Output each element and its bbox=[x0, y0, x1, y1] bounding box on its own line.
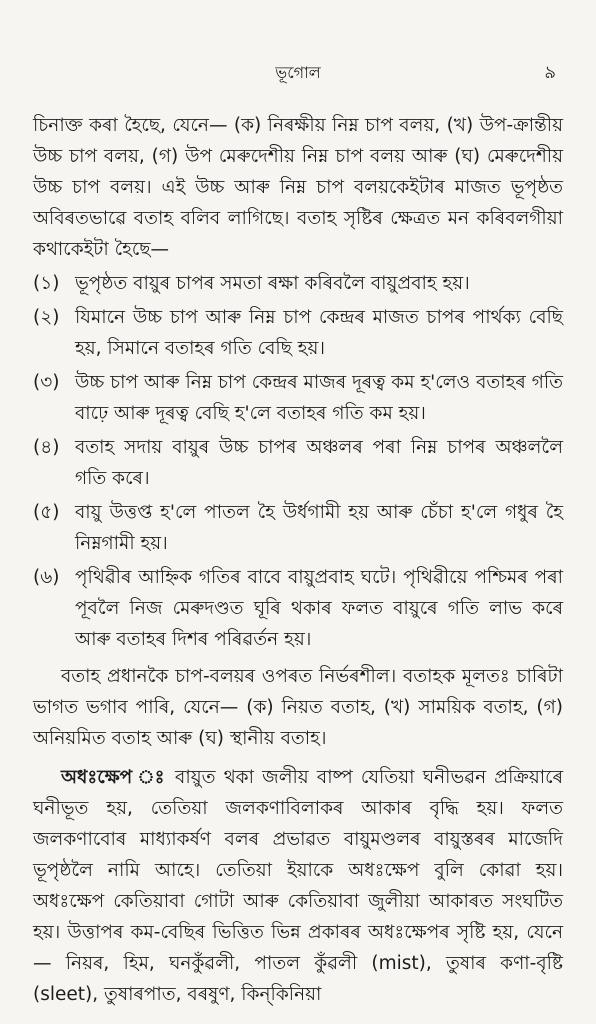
list-item-text: বতাহ সদায় বায়ুৰ উচ্চ চাপৰ অঞ্চলৰ পৰা নিম্ন চাপৰ অঞ্চললৈ গতি কৰে। bbox=[75, 437, 563, 489]
page-number: ৯ bbox=[544, 62, 556, 83]
list-item-number: (৪) bbox=[33, 437, 60, 458]
list-item bbox=[33, 367, 563, 429]
list-item bbox=[33, 432, 563, 494]
list-item bbox=[33, 268, 563, 299]
list-item-number: (৫) bbox=[33, 502, 60, 523]
list-item-text: ভূপৃষ্ঠত বায়ুৰ চাপৰ সমতা ৰক্ষা কৰিবলৈ বায়ুপ্ৰবাহ হয়। bbox=[75, 273, 470, 294]
page-body bbox=[33, 110, 563, 1010]
list-item-number: (৬) bbox=[33, 567, 60, 588]
list-item bbox=[33, 302, 563, 364]
list-item bbox=[33, 562, 563, 655]
list-item-number: (১) bbox=[33, 273, 60, 294]
page-header bbox=[0, 58, 596, 86]
list-item-text: বায়ু উত্তপ্ত হ'লে পাতল হৈ উৰ্ধগামী হয় আৰু চেঁচা হ'লে গধুৰ হৈ নিম্নগামী হয়। bbox=[75, 502, 563, 554]
list-item-text: পৃথিৱীৰ আহ্নিক গতিৰ বাবে বায়ুপ্ৰবাহ ঘটে। পৃথিৱীয়ে পশ্চিমৰ পৰা পূবলৈ নিজ মেৰুদণ্ডত ঘূৰি থকাৰ ফলত বায়ুৰে গতি লাভ কৰে আৰু বতাহৰ দিশৰ পৰিৱৰ্তন হয়। bbox=[75, 567, 563, 650]
paragraph-intro: চিনাক্ত কৰা হৈছে, যেনে— (ক) নিৰক্ষীয় নিম্ন চাপ বলয়, (খ) উপ-ক্ৰান্তীয় উচ্চ চাপ বলয়, (গ) উপ মেৰুদেশীয় নিম্ন চাপ বলয় আৰু (ঘ) মেৰুদেশীয় উচ্চ চাপ বলয়। এই উচ্চ আৰু নিম্ন চাপ বলয়কেইটাৰ মাজত ভূপৃষ্ঠত অবিৰতভাৱে বতাহ বলিব লাগিছে। বতাহ সৃষ্টিৰ ক্ষেত্ৰত মন কৰিবলগীয়া কথাকেইটা হৈছে— bbox=[33, 115, 563, 260]
paragraph-wind-types: বতাহ প্ৰধানকৈ চাপ-বলয়ৰ ওপৰত নিৰ্ভৰশীল। বতাহক মূলতঃ চাৰিটা ভাগত ভগাব পাৰি, যেনে— (ক) নিয়ত বতাহ, (খ) সাময়িক বতাহ, (গ) অনিয়মিত বতাহ আৰু (ঘ) স্থানীয় বতাহ। bbox=[33, 666, 563, 749]
list-item-number: (২) bbox=[33, 307, 60, 328]
running-title: ভূগোল bbox=[275, 63, 321, 82]
wind-factors-list bbox=[33, 268, 563, 655]
section-heading: অধঃক্ষেপ ঃ bbox=[61, 767, 167, 788]
paragraph-text: বায়ুত থকা জলীয় বাষ্প যেতিয়া ঘনীভৱন প্ৰক্ৰিয়াৰে ঘনীভূত হয়, তেতিয়া জলকণাবিলাকৰ আকাৰ বৃদ্ধি হয়। ফলত জলকণাবোৰ মাধ্যাকৰ্ষণ বলৰ প্ৰভাৱত বায়ুমণ্ডলৰ বায়ুস্তৰৰ মাজেদি ভূপৃষ্ঠলৈ নামি আহে। তেতিয়া ইয়াকে অধঃক্ষেপ বুলি কোৱা হয়। অধঃক্ষেপ কেতিয়াবা গোটা আৰু কেতিয়াবা জুলীয়া আকাৰত সংঘটিত হয়। উত্তাপৰ কম-বেছিৰ ভিত্তিত ভিন্ন প্ৰকাৰৰ অধঃক্ষেপৰ সৃষ্টি হয়, যেনে— নিয়ৰ, হিম, ঘনকুঁৱলী, পাতল কুঁৱলী (mist), তুষাৰ কণা-বৃষ্টি (sleet), তুষাৰপাত, বৰষুণ, কিন্‌কিনিয়া bbox=[33, 767, 563, 1005]
paragraph-precipitation bbox=[33, 762, 563, 1010]
list-item-text: উচ্চ চাপ আৰু নিম্ন চাপ কেন্দ্ৰৰ মাজৰ দূৰত্ব কম হ'লেও বতাহৰ গতি বাঢ়ে আৰু দূৰত্ব বেছি হ'লে বতাহৰ গতি কম হয়। bbox=[75, 372, 563, 424]
list-item-number: (৩) bbox=[33, 372, 60, 393]
list-item bbox=[33, 497, 563, 559]
list-item-text: যিমানে উচ্চ চাপ আৰু নিম্ন চাপ কেন্দ্ৰৰ মাজত চাপৰ পাৰ্থক্য বেছি হয়, সিমানে বতাহৰ গতি বেছি হয়। bbox=[75, 307, 563, 359]
